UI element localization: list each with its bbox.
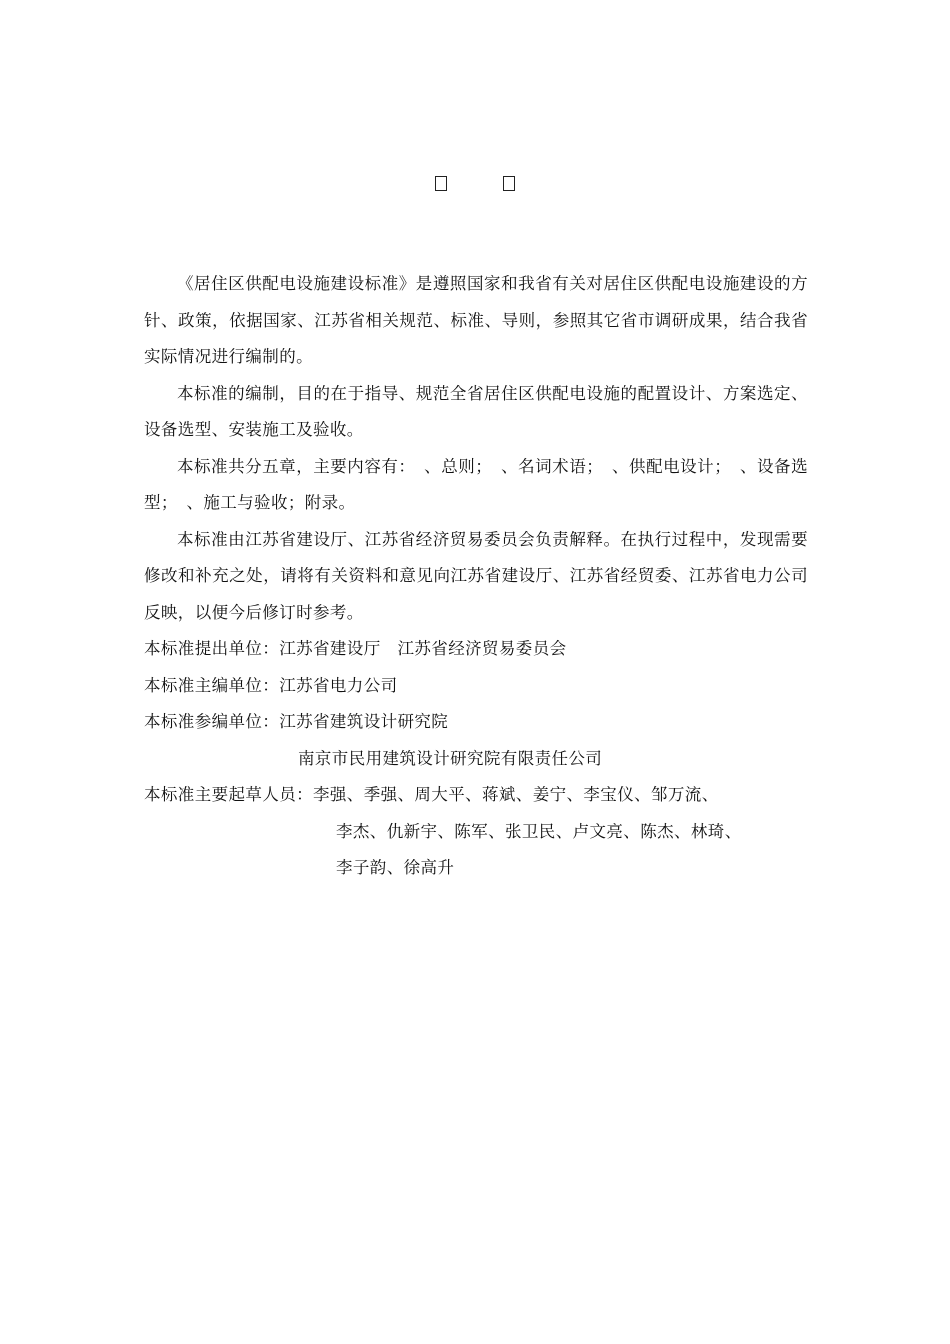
page-title	[0, 170, 950, 196]
drafters-line-3: 李子韵、徐高升	[336, 858, 455, 877]
title-glyph-box-2	[503, 176, 515, 191]
paragraph-contents: 本标准共分五章，主要内容有： 、总则； 、名词术语； 、供配电设计； 、设备选型； 、施工与验收；附录。	[144, 456, 808, 512]
chief-editor-line: 本标准主编单位：江苏省电力公司	[144, 675, 398, 695]
co-editor-line: 本标准参编单位：江苏省建筑设计研究院	[144, 712, 449, 731]
drafters-line-2: 李杰、仇新宇、陈军、张卫民、卢文亮、陈杰、林琦、	[336, 821, 742, 841]
proposer-line: 本标准提出单位：江苏省建设厅 江苏省经济贸易委员会	[144, 639, 567, 658]
title-glyph-box-1	[435, 176, 447, 191]
co-editor-second-line: 南京市民用建筑设计研究院有限责任公司	[298, 748, 603, 768]
paragraph-purpose: 本标准的编制，目的在于指导、规范全省居住区供配电设施的配置设计、方案选定、设备选型、安装施工及验收。	[144, 383, 808, 439]
drafters-line-1: 本标准主要起草人员：李强、季强、周大平、蒋斌、姜宁、李宝仪、邹万流、	[144, 785, 719, 804]
body-text	[144, 266, 808, 887]
paragraph-interpretation: 本标准由江苏省建设厅、江苏省经济贸易委员会负责解释。在执行过程中，发现需要修改和补充之处，请将有关资料和意见向江苏省建设厅、江苏省经贸委、江苏省电力公司反映，以便今后修订时参考。	[144, 529, 808, 622]
paragraph-intro: 《居住区供配电设施建设标准》是遵照国家和我省有关对居住区供配电设施建设的方针、政策，依据国家、江苏省相关规范、标准、导则，参照其它省市调研成果，结合我省实际情况进行编制的。	[144, 274, 808, 366]
